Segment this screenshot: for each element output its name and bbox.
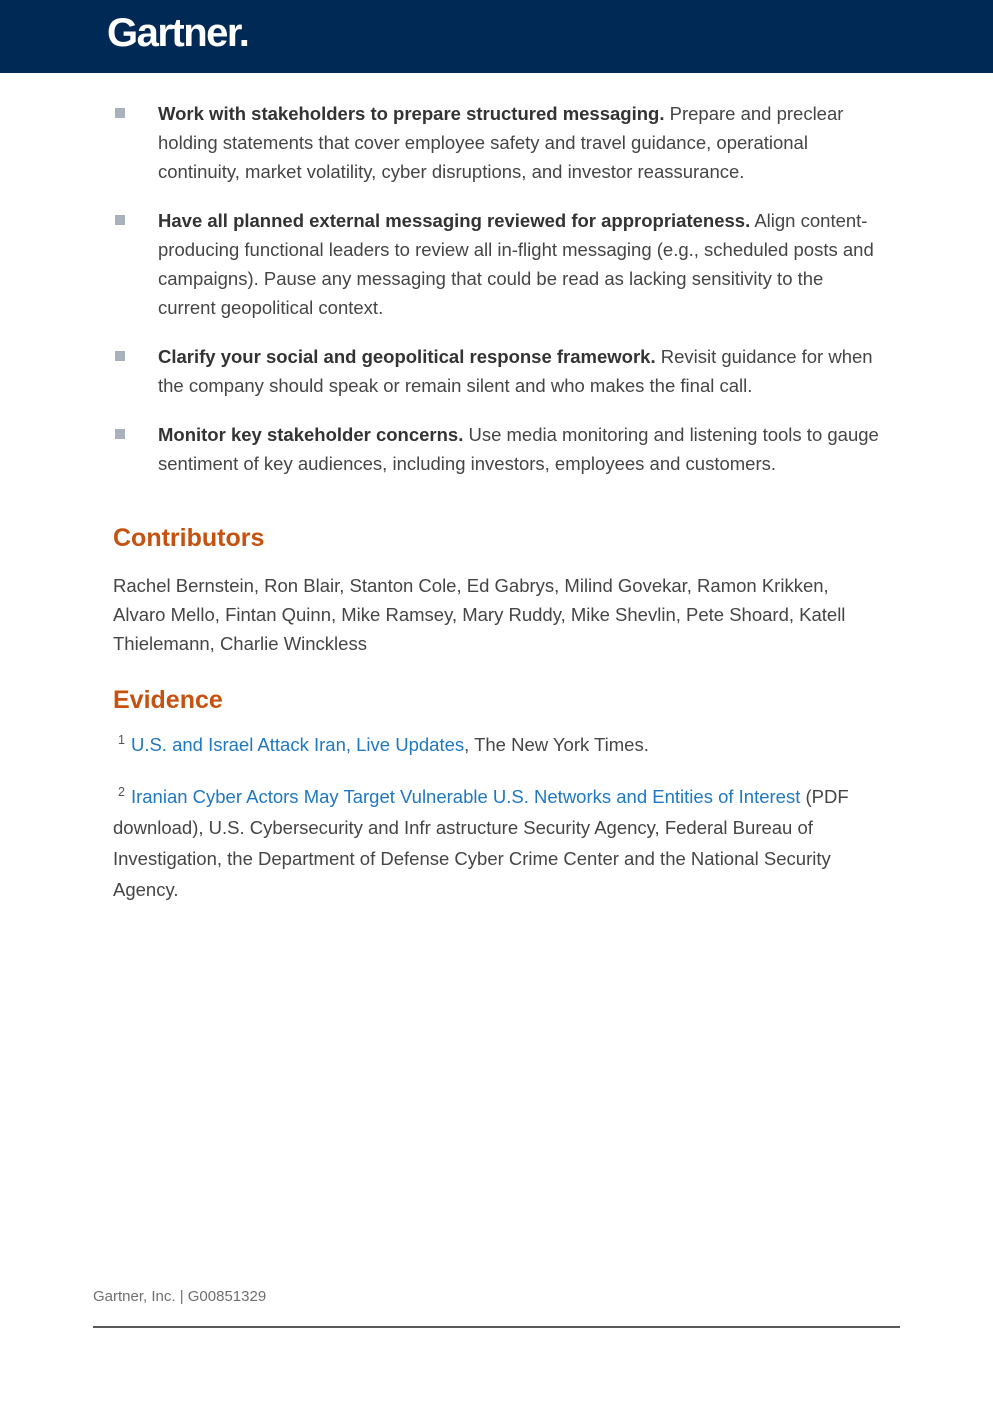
list-item <box>113 420 879 478</box>
bullet-lead: Work with stakeholders to prepare structured messaging. <box>158 103 665 124</box>
recommendations-list <box>113 99 879 478</box>
footnote-number: 2 <box>118 784 125 799</box>
bullet-square-icon <box>115 429 125 439</box>
header-bar <box>0 0 993 73</box>
bullet-lead: Clarify your social and geopolitical response framework. <box>158 346 656 367</box>
footnote-number: 1 <box>118 732 125 747</box>
bullet-text: Use media monitoring and listening tools to gauge sentiment of key audiences, including investors, employees and customers. <box>158 424 879 474</box>
bullet-lead: Monitor key stakeholder concerns. <box>158 424 464 445</box>
footnote-2 <box>113 781 879 905</box>
footer-document-id: Gartner, Inc. | G00851329 <box>93 1288 267 1305</box>
page-footer <box>93 1288 900 1328</box>
bullet-square-icon <box>115 108 125 118</box>
footer-divider <box>93 1326 900 1328</box>
footnote-1-text: , The New York Times. <box>464 734 649 755</box>
list-item <box>113 99 879 186</box>
page-content <box>113 99 879 905</box>
bullet-text: Revisit guidance for when the company should speak or remain silent and who makes the final call. <box>158 346 873 396</box>
bullet-lead: Have all planned external messaging reviewed for appropriateness. <box>158 210 751 231</box>
bullet-square-icon <box>115 351 125 361</box>
footnote-2-link[interactable]: Iranian Cyber Actors May Target Vulnerable U.S. Networks and Entities of Interest <box>130 786 801 807</box>
bullet-square-icon <box>115 215 125 225</box>
footnote-2-text: (PDF download), U.S. Cybersecurity and Infr astructure Security Agency, Federal Bureau of Investigation, the Department of Defense Cyber Crime Center and the National Security Agency. <box>113 786 849 900</box>
footnote-1 <box>113 729 879 760</box>
list-item <box>113 342 879 400</box>
evidence-heading: Evidence <box>113 686 223 714</box>
list-item <box>113 206 879 322</box>
footnote-1-link[interactable]: U.S. and Israel Attack Iran, Live Updates <box>130 734 465 755</box>
bullet-text: Prepare and preclear holding statements that cover employee safety and travel guidance, operational continuity, market volatility, cyber disruptions, and investor reassurance. <box>158 103 844 182</box>
gartner-logo: Gartner. <box>107 11 249 55</box>
contributors-heading: Contributors <box>113 524 265 552</box>
bullet-text: Align content-producing functional leaders to review all in-flight messaging (e.g., scheduled posts and campaigns). Pause any messaging that could be read as lacking sensitivity to the current geopolitical context. <box>158 210 874 318</box>
contributors-names: Rachel Bernstein, Ron Blair, Stanton Cole, Ed Gabrys, Milind Govekar, Ramon Krikken, Alvaro Mello, Fintan Quinn, Mike Ramsey, Mary Ruddy, Mike Shevlin, Pete Shoard, Katell Thielemann, Charlie Winckless <box>113 575 846 654</box>
